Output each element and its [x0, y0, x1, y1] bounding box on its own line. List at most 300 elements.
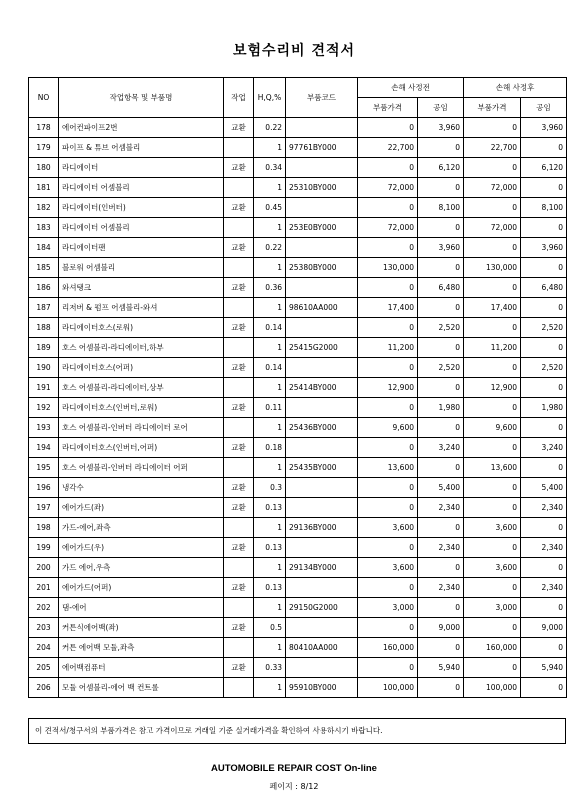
- cell-item: 댐-에어: [59, 598, 224, 618]
- cell-before-part-price: 0: [358, 438, 418, 458]
- cell-hq: 1: [254, 598, 286, 618]
- cell-after-labor: 0: [521, 598, 567, 618]
- cell-code: 97761BY000: [286, 138, 358, 158]
- cell-before-labor: 5,940: [418, 658, 464, 678]
- cell-no: 200: [29, 558, 59, 578]
- cell-after-part-price: 0: [464, 538, 521, 558]
- cell-before-part-price: 3,600: [358, 558, 418, 578]
- header-before: 손해 사정전: [358, 78, 464, 98]
- cell-before-labor: 0: [418, 418, 464, 438]
- cell-code: 25310BY000: [286, 178, 358, 198]
- cell-before-labor: 0: [418, 338, 464, 358]
- cell-no: 190: [29, 358, 59, 378]
- cell-work: [224, 418, 254, 438]
- cell-after-labor: 3,960: [521, 118, 567, 138]
- cell-item: 라디에이터 어셈블리: [59, 178, 224, 198]
- cell-after-part-price: 22,700: [464, 138, 521, 158]
- cell-before-part-price: 100,000: [358, 678, 418, 698]
- header-after-labor: 공임: [521, 98, 567, 118]
- cell-item: 가드-에어,좌측: [59, 518, 224, 538]
- cell-item: 가드 에어,우측: [59, 558, 224, 578]
- cell-after-labor: 0: [521, 418, 567, 438]
- cell-before-labor: 5,400: [418, 478, 464, 498]
- cell-item: 라디에이터(인버터): [59, 198, 224, 218]
- cell-hq: 1: [254, 298, 286, 318]
- estimate-table: [28, 77, 567, 698]
- cell-no: 203: [29, 618, 59, 638]
- cell-after-labor: 0: [521, 298, 567, 318]
- cell-after-part-price: 3,000: [464, 598, 521, 618]
- cell-code: 25415G2000: [286, 338, 358, 358]
- cell-before-part-price: 0: [358, 198, 418, 218]
- cell-code: 95910BY000: [286, 678, 358, 698]
- cell-item: 파이프 & 튜브 어셈블리: [59, 138, 224, 158]
- cell-no: 194: [29, 438, 59, 458]
- header-item: 작업항목 및 부품명: [59, 78, 224, 118]
- cell-hq: 0.14: [254, 358, 286, 378]
- cell-code: [286, 278, 358, 298]
- cell-work: 교환: [224, 358, 254, 378]
- cell-before-labor: 0: [418, 558, 464, 578]
- cell-before-labor: 9,000: [418, 618, 464, 638]
- cell-before-part-price: 3,000: [358, 598, 418, 618]
- cell-hq: 1: [254, 378, 286, 398]
- cell-no: 191: [29, 378, 59, 398]
- cell-before-part-price: 13,600: [358, 458, 418, 478]
- cell-after-labor: 3,240: [521, 438, 567, 458]
- cell-after-labor: 0: [521, 258, 567, 278]
- cell-before-part-price: 0: [358, 158, 418, 178]
- cell-hq: 0.13: [254, 578, 286, 598]
- cell-after-part-price: 3,600: [464, 558, 521, 578]
- cell-item: 호스 어셈블리-라디에이터,하부: [59, 338, 224, 358]
- cell-code: [286, 158, 358, 178]
- cell-after-labor: 6,480: [521, 278, 567, 298]
- cell-no: 182: [29, 198, 59, 218]
- document-title: 보험수리비 견적서: [232, 43, 356, 59]
- cell-before-labor: 6,120: [418, 158, 464, 178]
- cell-code: [286, 198, 358, 218]
- cell-code: 253E0BY000: [286, 218, 358, 238]
- table-row: [29, 378, 567, 398]
- cell-after-labor: 0: [521, 178, 567, 198]
- table-row: [29, 598, 567, 618]
- cell-before-labor: 8,100: [418, 198, 464, 218]
- cell-after-labor: 2,340: [521, 498, 567, 518]
- cell-no: 180: [29, 158, 59, 178]
- cell-code: 29136BY000: [286, 518, 358, 538]
- cell-hq: 1: [254, 458, 286, 478]
- table-row: [29, 438, 567, 458]
- cell-no: 187: [29, 298, 59, 318]
- cell-after-part-price: 0: [464, 158, 521, 178]
- cell-before-labor: 0: [418, 678, 464, 698]
- cell-hq: 0.33: [254, 658, 286, 678]
- cell-work: 교환: [224, 538, 254, 558]
- cell-item: 라디에이터 어셈블리: [59, 218, 224, 238]
- cell-code: 25436BY000: [286, 418, 358, 438]
- cell-after-part-price: 160,000: [464, 638, 521, 658]
- table-row: [29, 458, 567, 478]
- cell-after-labor: 0: [521, 638, 567, 658]
- cell-after-labor: 0: [521, 518, 567, 538]
- cell-after-part-price: 0: [464, 658, 521, 678]
- cell-before-labor: 0: [418, 258, 464, 278]
- cell-hq: 1: [254, 338, 286, 358]
- cell-after-part-price: 17,400: [464, 298, 521, 318]
- table-row: [29, 198, 567, 218]
- cell-before-labor: 3,240: [418, 438, 464, 458]
- cell-work: [224, 678, 254, 698]
- header-code: 부품코드: [286, 78, 358, 118]
- table-row: [29, 618, 567, 638]
- table-row: [29, 278, 567, 298]
- cell-before-labor: 3,960: [418, 238, 464, 258]
- cell-no: 195: [29, 458, 59, 478]
- cell-work: [224, 518, 254, 538]
- cell-hq: 1: [254, 638, 286, 658]
- cell-code: 25380BY000: [286, 258, 358, 278]
- cell-work: 교환: [224, 238, 254, 258]
- cell-before-part-price: 72,000: [358, 178, 418, 198]
- cell-before-labor: 0: [418, 218, 464, 238]
- cell-code: [286, 238, 358, 258]
- cell-work: 교환: [224, 158, 254, 178]
- cell-item: 호스 어셈블리-라디에이터,상부: [59, 378, 224, 398]
- cell-after-labor: 0: [521, 558, 567, 578]
- cell-after-labor: 3,960: [521, 238, 567, 258]
- cell-after-part-price: 0: [464, 118, 521, 138]
- cell-before-part-price: 72,000: [358, 218, 418, 238]
- cell-item: 냉각수: [59, 478, 224, 498]
- cell-hq: 0.22: [254, 238, 286, 258]
- cell-hq: 1: [254, 258, 286, 278]
- cell-after-labor: 0: [521, 458, 567, 478]
- cell-no: 185: [29, 258, 59, 278]
- cell-before-labor: 0: [418, 458, 464, 478]
- cell-before-part-price: 0: [358, 498, 418, 518]
- table-row: [29, 258, 567, 278]
- cell-after-labor: 0: [521, 678, 567, 698]
- cell-hq: 1: [254, 218, 286, 238]
- cell-after-part-price: 0: [464, 278, 521, 298]
- cell-before-part-price: 0: [358, 318, 418, 338]
- table-row: [29, 298, 567, 318]
- table-row: [29, 578, 567, 598]
- cell-code: 25435BY000: [286, 458, 358, 478]
- cell-before-part-price: 11,200: [358, 338, 418, 358]
- cell-after-part-price: 0: [464, 358, 521, 378]
- table-row: [29, 358, 567, 378]
- table-row: [29, 118, 567, 138]
- cell-work: [224, 218, 254, 238]
- header-before-labor: 공임: [418, 98, 464, 118]
- cell-before-labor: 2,340: [418, 538, 464, 558]
- cell-code: [286, 618, 358, 638]
- cell-code: [286, 358, 358, 378]
- cell-before-part-price: 22,700: [358, 138, 418, 158]
- cell-hq: 1: [254, 418, 286, 438]
- cell-code: 98610AA000: [286, 298, 358, 318]
- cell-no: 189: [29, 338, 59, 358]
- cell-after-labor: 2,520: [521, 318, 567, 338]
- cell-before-part-price: 0: [358, 398, 418, 418]
- table-header: [29, 78, 567, 118]
- cell-item: 라디에이터호스(로워): [59, 318, 224, 338]
- cell-work: [224, 638, 254, 658]
- cell-no: 197: [29, 498, 59, 518]
- cell-work: [224, 338, 254, 358]
- cell-hq: 1: [254, 138, 286, 158]
- cell-item: 리저버 & 펌프 어셈블리-와셔: [59, 298, 224, 318]
- cell-hq: 1: [254, 518, 286, 538]
- cell-after-part-price: 0: [464, 618, 521, 638]
- cell-after-part-price: 0: [464, 498, 521, 518]
- cell-before-labor: 1,980: [418, 398, 464, 418]
- table-row: [29, 658, 567, 678]
- cell-no: 193: [29, 418, 59, 438]
- table-row: [29, 238, 567, 258]
- cell-hq: 0.13: [254, 538, 286, 558]
- cell-after-labor: 2,340: [521, 578, 567, 598]
- cell-after-part-price: 11,200: [464, 338, 521, 358]
- cell-before-labor: 3,960: [418, 118, 464, 138]
- cell-before-labor: 0: [418, 138, 464, 158]
- cell-no: 183: [29, 218, 59, 238]
- cell-after-labor: 0: [521, 378, 567, 398]
- header-before-part-price: 부품가격: [358, 98, 418, 118]
- cell-work: [224, 298, 254, 318]
- cell-work: 교환: [224, 118, 254, 138]
- table-row: [29, 398, 567, 418]
- cell-before-labor: 0: [418, 378, 464, 398]
- table-row: [29, 158, 567, 178]
- cell-after-labor: 9,000: [521, 618, 567, 638]
- cell-before-part-price: 17,400: [358, 298, 418, 318]
- cell-work: [224, 458, 254, 478]
- table-row: [29, 318, 567, 338]
- cell-after-part-price: 12,900: [464, 378, 521, 398]
- cell-hq: 0.5: [254, 618, 286, 638]
- cell-code: 29150G2000: [286, 598, 358, 618]
- cell-after-labor: 5,400: [521, 478, 567, 498]
- cell-code: [286, 578, 358, 598]
- cell-before-labor: 0: [418, 638, 464, 658]
- cell-code: [286, 438, 358, 458]
- table-row: [29, 418, 567, 438]
- cell-after-part-price: 72,000: [464, 178, 521, 198]
- cell-after-part-price: 9,600: [464, 418, 521, 438]
- cell-before-part-price: 0: [358, 618, 418, 638]
- cell-item: 라디에이터팬: [59, 238, 224, 258]
- cell-work: 교환: [224, 478, 254, 498]
- cell-before-part-price: 9,600: [358, 418, 418, 438]
- cell-before-part-price: 0: [358, 118, 418, 138]
- table-row: [29, 558, 567, 578]
- cell-code: 25414BY000: [286, 378, 358, 398]
- table-row: [29, 478, 567, 498]
- cell-hq: 0.18: [254, 438, 286, 458]
- header-work: 작업: [224, 78, 254, 118]
- cell-work: 교환: [224, 318, 254, 338]
- cell-work: 교환: [224, 618, 254, 638]
- cell-before-labor: 0: [418, 298, 464, 318]
- cell-after-part-price: 3,600: [464, 518, 521, 538]
- cell-hq: 1: [254, 178, 286, 198]
- cell-code: 29134BY000: [286, 558, 358, 578]
- footer-title: AUTOMOBILE REPAIR COST On-line: [211, 763, 377, 774]
- price-notice: 이 견적서/청구서의 부품가격은 참고 가격이므로 거래일 기준 실거래가격을 확인하여 사용하시기 바랍니다.: [28, 718, 566, 744]
- cell-item: 에어컨파이프2번: [59, 118, 224, 138]
- cell-after-part-price: 0: [464, 238, 521, 258]
- cell-after-labor: 2,520: [521, 358, 567, 378]
- cell-hq: 0.22: [254, 118, 286, 138]
- cell-before-labor: 2,520: [418, 358, 464, 378]
- cell-after-part-price: 0: [464, 578, 521, 598]
- cell-item: 와셔탱크: [59, 278, 224, 298]
- cell-after-labor: 2,340: [521, 538, 567, 558]
- cell-before-part-price: 130,000: [358, 258, 418, 278]
- cell-before-labor: 0: [418, 178, 464, 198]
- cell-item: 커튼식에어백(좌): [59, 618, 224, 638]
- cell-hq: 0.11: [254, 398, 286, 418]
- cell-no: 201: [29, 578, 59, 598]
- cell-before-part-price: 0: [358, 478, 418, 498]
- cell-before-labor: 2,520: [418, 318, 464, 338]
- cell-no: 206: [29, 678, 59, 698]
- cell-item: 라디에이터호스(인버터,어퍼): [59, 438, 224, 458]
- cell-after-labor: 0: [521, 218, 567, 238]
- cell-item: 에어가드(좌): [59, 498, 224, 518]
- cell-work: [224, 558, 254, 578]
- cell-no: 181: [29, 178, 59, 198]
- cell-no: 179: [29, 138, 59, 158]
- cell-work: [224, 178, 254, 198]
- cell-after-part-price: 0: [464, 478, 521, 498]
- cell-no: 178: [29, 118, 59, 138]
- cell-no: 186: [29, 278, 59, 298]
- table-row: [29, 178, 567, 198]
- cell-code: [286, 498, 358, 518]
- cell-before-labor: 2,340: [418, 578, 464, 598]
- cell-hq: 1: [254, 558, 286, 578]
- cell-before-labor: 2,340: [418, 498, 464, 518]
- cell-before-part-price: 0: [358, 578, 418, 598]
- cell-code: 80410AA000: [286, 638, 358, 658]
- cell-before-part-price: 0: [358, 658, 418, 678]
- cell-before-labor: 0: [418, 598, 464, 618]
- cell-after-labor: 1,980: [521, 398, 567, 418]
- cell-after-labor: 5,940: [521, 658, 567, 678]
- cell-before-part-price: 0: [358, 278, 418, 298]
- cell-after-part-price: 0: [464, 318, 521, 338]
- cell-work: 교환: [224, 498, 254, 518]
- cell-after-part-price: 72,000: [464, 218, 521, 238]
- cell-code: [286, 538, 358, 558]
- cell-hq: 0.36: [254, 278, 286, 298]
- cell-after-part-price: 100,000: [464, 678, 521, 698]
- cell-after-labor: 0: [521, 138, 567, 158]
- cell-no: 205: [29, 658, 59, 678]
- cell-before-part-price: 0: [358, 538, 418, 558]
- cell-after-part-price: 0: [464, 398, 521, 418]
- cell-item: 호스 어셈블리-인버터 라디에이터 로어: [59, 418, 224, 438]
- cell-before-part-price: 3,600: [358, 518, 418, 538]
- cell-hq: 1: [254, 678, 286, 698]
- header-after-part-price: 부품가격: [464, 98, 521, 118]
- header-hq: H,Q,%: [254, 78, 286, 118]
- table-row: [29, 678, 567, 698]
- table-row: [29, 218, 567, 238]
- cell-item: 모듈 어셈블리-에어 백 컨트롤: [59, 678, 224, 698]
- cell-item: 호스 어셈블리-인버터 라디에이터 어퍼: [59, 458, 224, 478]
- cell-before-labor: 6,480: [418, 278, 464, 298]
- cell-work: [224, 138, 254, 158]
- cell-before-labor: 0: [418, 518, 464, 538]
- cell-item: 라디에이터: [59, 158, 224, 178]
- table-row: [29, 538, 567, 558]
- cell-hq: 0.45: [254, 198, 286, 218]
- cell-item: 커튼 에어백 모듈,좌측: [59, 638, 224, 658]
- cell-no: 188: [29, 318, 59, 338]
- cell-no: 204: [29, 638, 59, 658]
- cell-work: 교환: [224, 198, 254, 218]
- table-row: [29, 338, 567, 358]
- cell-code: [286, 398, 358, 418]
- cell-item: 블로워 어셈블리: [59, 258, 224, 278]
- cell-after-part-price: 13,600: [464, 458, 521, 478]
- cell-work: 교환: [224, 398, 254, 418]
- header-after: 손해 사정후: [464, 78, 567, 98]
- cell-work: 교환: [224, 658, 254, 678]
- cell-code: [286, 658, 358, 678]
- cell-work: [224, 598, 254, 618]
- cell-before-part-price: 0: [358, 238, 418, 258]
- cell-no: 202: [29, 598, 59, 618]
- cell-no: 184: [29, 238, 59, 258]
- cell-after-part-price: 0: [464, 198, 521, 218]
- cell-item: 에어가드(어퍼): [59, 578, 224, 598]
- cell-after-part-price: 0: [464, 438, 521, 458]
- cell-after-labor: 0: [521, 338, 567, 358]
- cell-code: [286, 478, 358, 498]
- table-body: [29, 118, 567, 698]
- cell-item: 에어백컴퓨터: [59, 658, 224, 678]
- cell-after-labor: 6,120: [521, 158, 567, 178]
- cell-item: 라디에이터호스(인버터,로워): [59, 398, 224, 418]
- header-no: NO: [29, 78, 59, 118]
- cell-item: 에어가드(우): [59, 538, 224, 558]
- table-row: [29, 138, 567, 158]
- cell-no: 192: [29, 398, 59, 418]
- cell-after-labor: 8,100: [521, 198, 567, 218]
- cell-code: [286, 318, 358, 338]
- cell-hq: 0.3: [254, 478, 286, 498]
- cell-no: 196: [29, 478, 59, 498]
- cell-work: 교환: [224, 278, 254, 298]
- cell-after-part-price: 130,000: [464, 258, 521, 278]
- cell-no: 198: [29, 518, 59, 538]
- cell-before-part-price: 12,900: [358, 378, 418, 398]
- cell-work: 교환: [224, 438, 254, 458]
- cell-code: [286, 118, 358, 138]
- cell-work: [224, 378, 254, 398]
- cell-before-part-price: 160,000: [358, 638, 418, 658]
- cell-work: [224, 258, 254, 278]
- cell-hq: 0.34: [254, 158, 286, 178]
- table-row: [29, 518, 567, 538]
- cell-before-part-price: 0: [358, 358, 418, 378]
